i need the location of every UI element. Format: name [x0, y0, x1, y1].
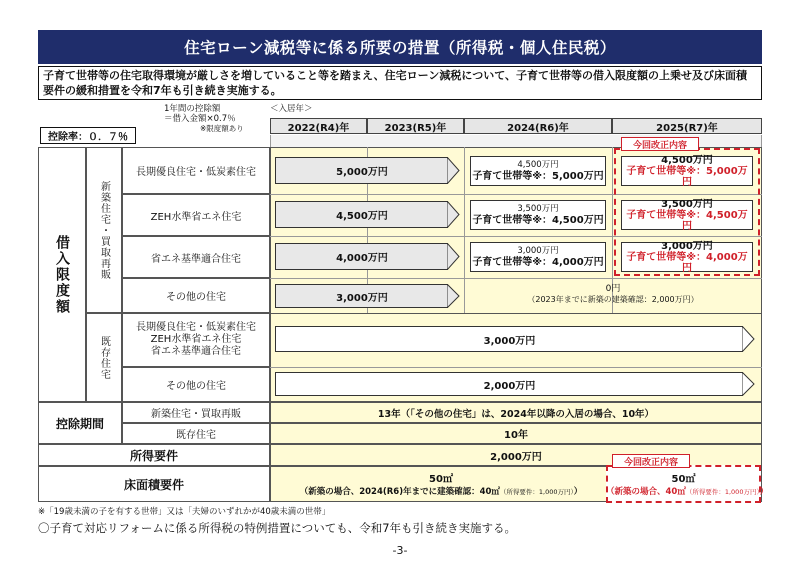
- footnote: ※「19歳未満の子を有する世帯」又は「夫婦のいずれかが40歳未満の世帯」: [38, 507, 331, 517]
- value-zeh-2022: 4,500万円: [336, 211, 388, 222]
- arrow-existing-other: [275, 372, 755, 396]
- period-existing-value: 10年: [270, 423, 762, 444]
- arrow-body: [275, 157, 448, 184]
- floor-r7-note-text: （新築の場合、40㎡: [606, 487, 686, 497]
- floor-r7-note: [606, 485, 769, 497]
- value-energy-2024: 3,000万円: [517, 246, 559, 256]
- arrow-long-term-2022: [275, 157, 460, 184]
- reform-badge-floor: 今回改正内容: [612, 454, 690, 468]
- floor-r7-note-end: ）: [759, 487, 769, 497]
- year-header-2022: 2022(R4)年: [270, 118, 367, 134]
- box-zeh-2024: [470, 200, 606, 230]
- value-energy-2025-child: 子育て世帯等※：4,000万円: [626, 251, 748, 274]
- box-long-term-2024: [470, 156, 606, 186]
- page-title: 住宅ローン減税等に係る所要の措置（所得税・個人住民税）: [38, 30, 762, 64]
- box-energy-2024: [470, 242, 606, 272]
- floor-main-value: 50㎡: [429, 474, 453, 485]
- row-label-long-term: 長期優良住宅・低炭素住宅: [122, 147, 270, 194]
- value-other-2024-note: （2023年までに新築の建築確認：2,000万円）: [527, 295, 699, 304]
- arrow-head-icon: [742, 372, 755, 396]
- row-divider: [270, 278, 762, 279]
- year-header-2023: 2023(R5)年: [367, 118, 464, 134]
- floor-main-note-small: （所得要件：1,000万円）: [499, 488, 574, 496]
- deduction-rate-box: 控除率：０．７％: [40, 127, 136, 144]
- floor-main-note-text: （新築の場合、2024(R6)年までに建築確認：40㎡: [299, 487, 500, 497]
- formula-label: ＝借入金額×0.7％: [164, 114, 236, 124]
- period-label: 控除期間: [38, 402, 122, 444]
- new-build-label: 新築住宅・買取再販: [98, 180, 110, 280]
- reform-badge: 今回改正内容: [621, 137, 699, 151]
- value-zeh-2025: 3,500万円: [661, 198, 713, 210]
- row-divider: [270, 313, 762, 314]
- arrow-body: [275, 243, 448, 270]
- arrow-existing-certified: [275, 326, 755, 352]
- value-energy-2025: 3,000万円: [661, 240, 713, 252]
- value-long-term-2024-child: 子育て世帯等※：5,000万円: [472, 171, 604, 182]
- period-new-label: 新築住宅・買取再販: [122, 402, 270, 423]
- floor-r7-value: 50㎡: [671, 474, 696, 485]
- limit-note: ※限度額あり: [200, 124, 244, 133]
- value-long-term-2024: 4,500万円: [517, 160, 559, 170]
- income-label: 所得要件: [38, 444, 270, 466]
- row-divider: [270, 367, 762, 368]
- arrow-head-icon: [447, 157, 460, 184]
- row-label-energy: 省エネ基準適合住宅: [122, 236, 270, 278]
- reform-highlight-2025: [614, 148, 760, 276]
- row-label-existing-other: その他の住宅: [122, 367, 270, 402]
- reform-note: 〇子育て対応リフォームに係る所得税の特例措置についても、令和7年も引き続き実施する。: [38, 521, 517, 535]
- year-header-2024: 2024(R6)年: [464, 118, 612, 134]
- period-new-value: 13年（「その他の住宅」は、2024年以降の入居の場合、10年）: [270, 402, 762, 423]
- floor-label: 床面積要件: [38, 466, 270, 502]
- arrow-zeh-2022: [275, 201, 460, 228]
- value-zeh-2025-child: 子育て世帯等※：4,500万円: [626, 209, 748, 232]
- arrow-body: [275, 201, 448, 228]
- value-other-2024: 0円: [605, 284, 621, 294]
- floor-main-note: [270, 485, 612, 497]
- value-other-2022: 3,000万円: [336, 292, 388, 304]
- move-in-year-label: ＜入居年＞: [270, 104, 313, 114]
- value-existing-certified: 3,000万円: [483, 335, 536, 347]
- value-existing-other: 2,000万円: [483, 380, 536, 392]
- arrow-other-2022: [275, 284, 460, 308]
- borrowing-limit-label: 借入限度額: [54, 234, 70, 315]
- value-energy-2024-child: 子育て世帯等※：4,000万円: [472, 257, 604, 268]
- value-energy-2022: 4,000万円: [336, 253, 388, 264]
- page-number: -3-: [392, 544, 408, 557]
- arrow-head-icon: [447, 243, 460, 270]
- value-long-term-2022: 5,000万円: [336, 167, 388, 178]
- floor-main-note-end: ）: [573, 487, 583, 497]
- row-label-zeh: ZEH水準省エネ住宅: [122, 194, 270, 236]
- row-label-existing-certified: 長期優良住宅・低炭素住宅 ZEH水準省エネ住宅 省エネ基準適合住宅: [122, 313, 270, 367]
- arrow-energy-2022: [275, 243, 460, 270]
- arrow-body: [275, 326, 743, 352]
- value-long-term-2025: 4,500万円: [661, 154, 713, 166]
- income-value: 2,000万円: [270, 444, 762, 466]
- arrow-body: [275, 372, 743, 396]
- year-header-2025: 2025(R7)年: [612, 118, 762, 134]
- floor-r7-note-small: （所得要件：1,000万円）: [685, 488, 760, 496]
- existing-label: 既存住宅: [98, 335, 110, 380]
- arrow-head-icon: [742, 326, 755, 352]
- value-zeh-2024: 3,500万円: [517, 204, 559, 214]
- arrow-head-icon: [447, 284, 460, 308]
- annual-deduction-label: 1年間の控除額: [164, 104, 221, 114]
- value-zeh-2024-child: 子育て世帯等※：4,500万円: [472, 215, 604, 226]
- intro-paragraph: 子育て世帯等の住宅取得環境が厳しさを増していること等を踏まえ、住宅ローン減税について、子育て世帯等の借入限度額の上乗せ及び床面積要件の緩和措置を令和7年も引き続き実施する。: [38, 66, 762, 100]
- arrow-head-icon: [447, 201, 460, 228]
- period-existing-label: 既存住宅: [122, 423, 270, 444]
- arrow-body: [275, 284, 448, 308]
- row-label-other: その他の住宅: [122, 278, 270, 313]
- value-long-term-2025-child: 子育て世帯等※：5,000万円: [626, 165, 748, 188]
